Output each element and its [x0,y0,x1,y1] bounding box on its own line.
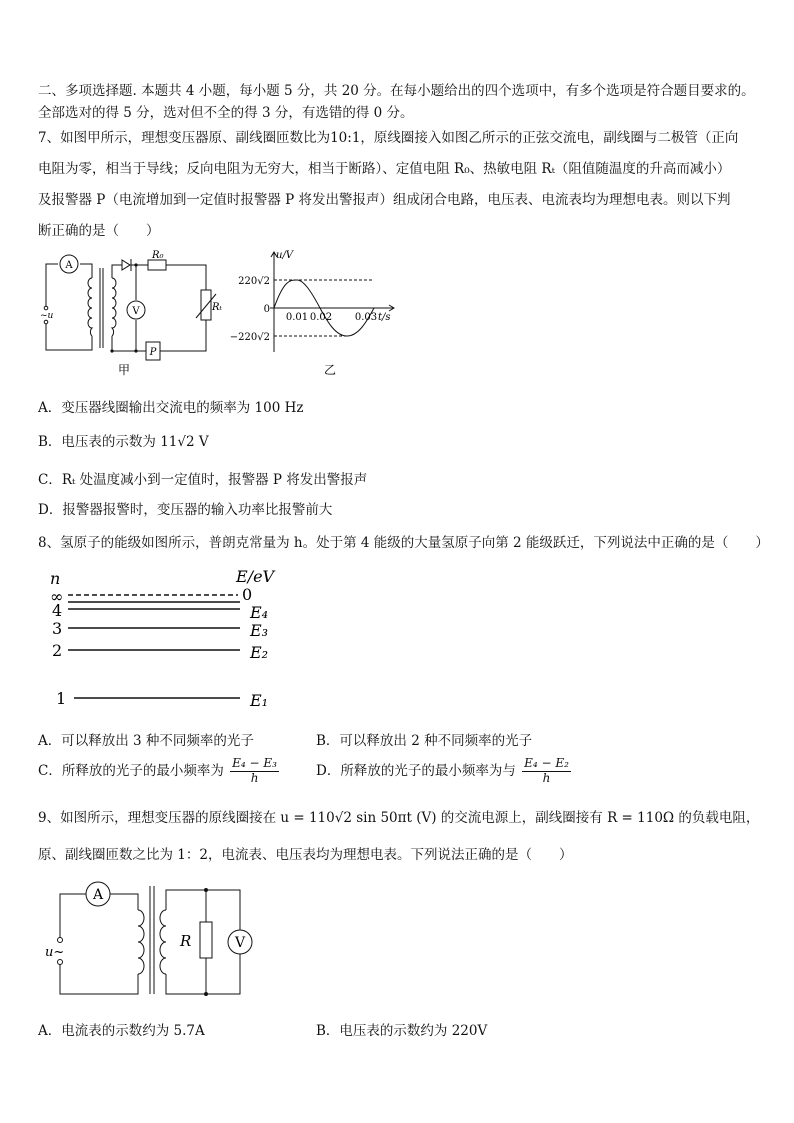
q7-xaxis-label: t/s [378,312,391,323]
q7-figure-yi-caption: 乙 [323,363,337,377]
q7-r0-label: R₀ [152,250,164,261]
q7-rt-label: Rₜ [212,302,222,313]
q8-option-c [38,757,281,786]
q8-option-c-text: C．所释放的光子的最小频率为 [38,762,224,779]
q7-xtick: 0.02 [309,312,333,323]
q9-stem-line2: 原、副线圈匝数之比为 1：2，电流表、电压表均为理想电表。下列说法正确的是（ ） [38,847,573,863]
q7-figure-jia [36,248,222,378]
q8-n2-label: 2 [52,641,63,660]
q8-option-d-fraction [522,757,571,786]
q9-option-b: B．电压表的示数约为 220V [316,1023,488,1039]
q7-stem-line3: 及报警器 P（电流增加到一定值时报警器 P 将发出警报声）组成闭合电路，电压表、电流表均为理想电表。则以下判 [38,192,731,208]
q8-e3-label: E₃ [250,621,269,640]
section-instruction-line2: 全部选对的得 5 分，选对但不全的得 3 分，有选错的得 0 分。 [38,105,414,121]
q8-stem: 8、氢原子的能级如图所示，普朗克常量为 h。处于第 4 能级的大量氢原子向第 2 能级跃迁，下列说法中正确的是（ ） [38,535,769,551]
q9-resistor-label: R [180,932,192,950]
q8-option-d-denominator: h [542,770,551,785]
q7-stem-line1: 7、如图甲所示，理想变压器原、副线圈匝数比为10:1，原线圈接入如图乙所示的正弦交流电，副线圈与二极管（正向 [38,130,739,146]
q7-yaxis-label: u/V [276,250,294,261]
q8-n-label: n [50,569,61,588]
q7-option-c: C．Rₜ 处温度减小到一定值时，报警器 P 将发出警报声 [38,472,368,488]
q8-option-c-denominator: h [250,770,259,785]
q8-option-a: A．可以释放出 3 种不同频率的光子 [38,733,254,749]
q7-ytick-bottom: −220√2 [229,332,270,343]
q7-figure-jia-caption: 甲 [117,363,131,377]
q7-origin-label: 0 [263,304,270,315]
q9-stem-line1: 9、如图所示，理想变压器的原线圈接在 u = 110√2 sin 50πt (V) 的交流电源上，副线圈接有 R = 110Ω 的负载电阻， [38,810,760,826]
q8-option-b: B．可以释放出 2 种不同频率的光子 [316,733,533,749]
q9-voltmeter-label: V [234,935,246,951]
q7-xtick: 0.01 [285,312,309,323]
q8-zero-label: 0 [242,585,253,604]
section-instruction-line1: 二、多项选择题. 本题共 4 小题，每小题 5 分，共 20 分。在每小题给出的四个选项中，有多个选项是符合题目要求的。 [38,83,755,99]
q8-option-d-numerator: E₄ − E₂ [524,756,569,770]
q9-option-a: A．电流表的示数约为 5.7A [38,1023,205,1039]
q7-alarm-label: P [149,347,157,358]
q8-n1-label: 1 [56,689,67,708]
q9-source-label: u~ [45,945,65,960]
q7-figure-yi [226,248,406,380]
q7-option-a: A．变压器线圈输出交流电的频率为 100 Hz [38,400,304,416]
q8-e2-label: E₂ [250,643,269,662]
q8-option-c-fraction [230,757,279,786]
q8-option-d-text: D．所释放的光子的最小频率为与 [316,762,516,779]
q9-ammeter-label: A [92,887,104,903]
q8-option-c-numerator: E₄ − E₃ [232,756,277,770]
q8-n4-label: 4 [52,601,63,620]
q7-stem-line4: 断正确的是（ ） [38,223,160,239]
q8-energy-level-diagram [40,560,290,720]
q8-e1-label: E₁ [250,691,269,710]
q7-stem-line2: 电阻为零，相当于导线；反向电阻为无穷大，相当于断路）、定值电阻 R₀、热敏电阻 Rₜ（阻值随温度的升高而减小） [38,161,731,177]
q7-voltmeter-label: V [132,306,140,317]
q8-n3-label: 3 [52,619,63,638]
q7-option-d: D．报警器报警时，变压器的输入功率比报警前大 [38,502,333,518]
q8-e-label: E/eV [236,567,275,586]
q8-inf-label: ∞ [50,587,64,606]
q7-ammeter-label: A [65,260,73,271]
q7-ytick-top: 220√2 [238,276,270,287]
q8-option-d [316,757,573,786]
q7-option-b: B．电压表的示数为 11√2 V [38,434,209,450]
q7-source-label: ~u [40,311,54,321]
q7-xtick: 0.03 [354,312,378,323]
q9-circuit-figure [40,876,260,1002]
q8-e4-label: E₄ [250,603,269,622]
